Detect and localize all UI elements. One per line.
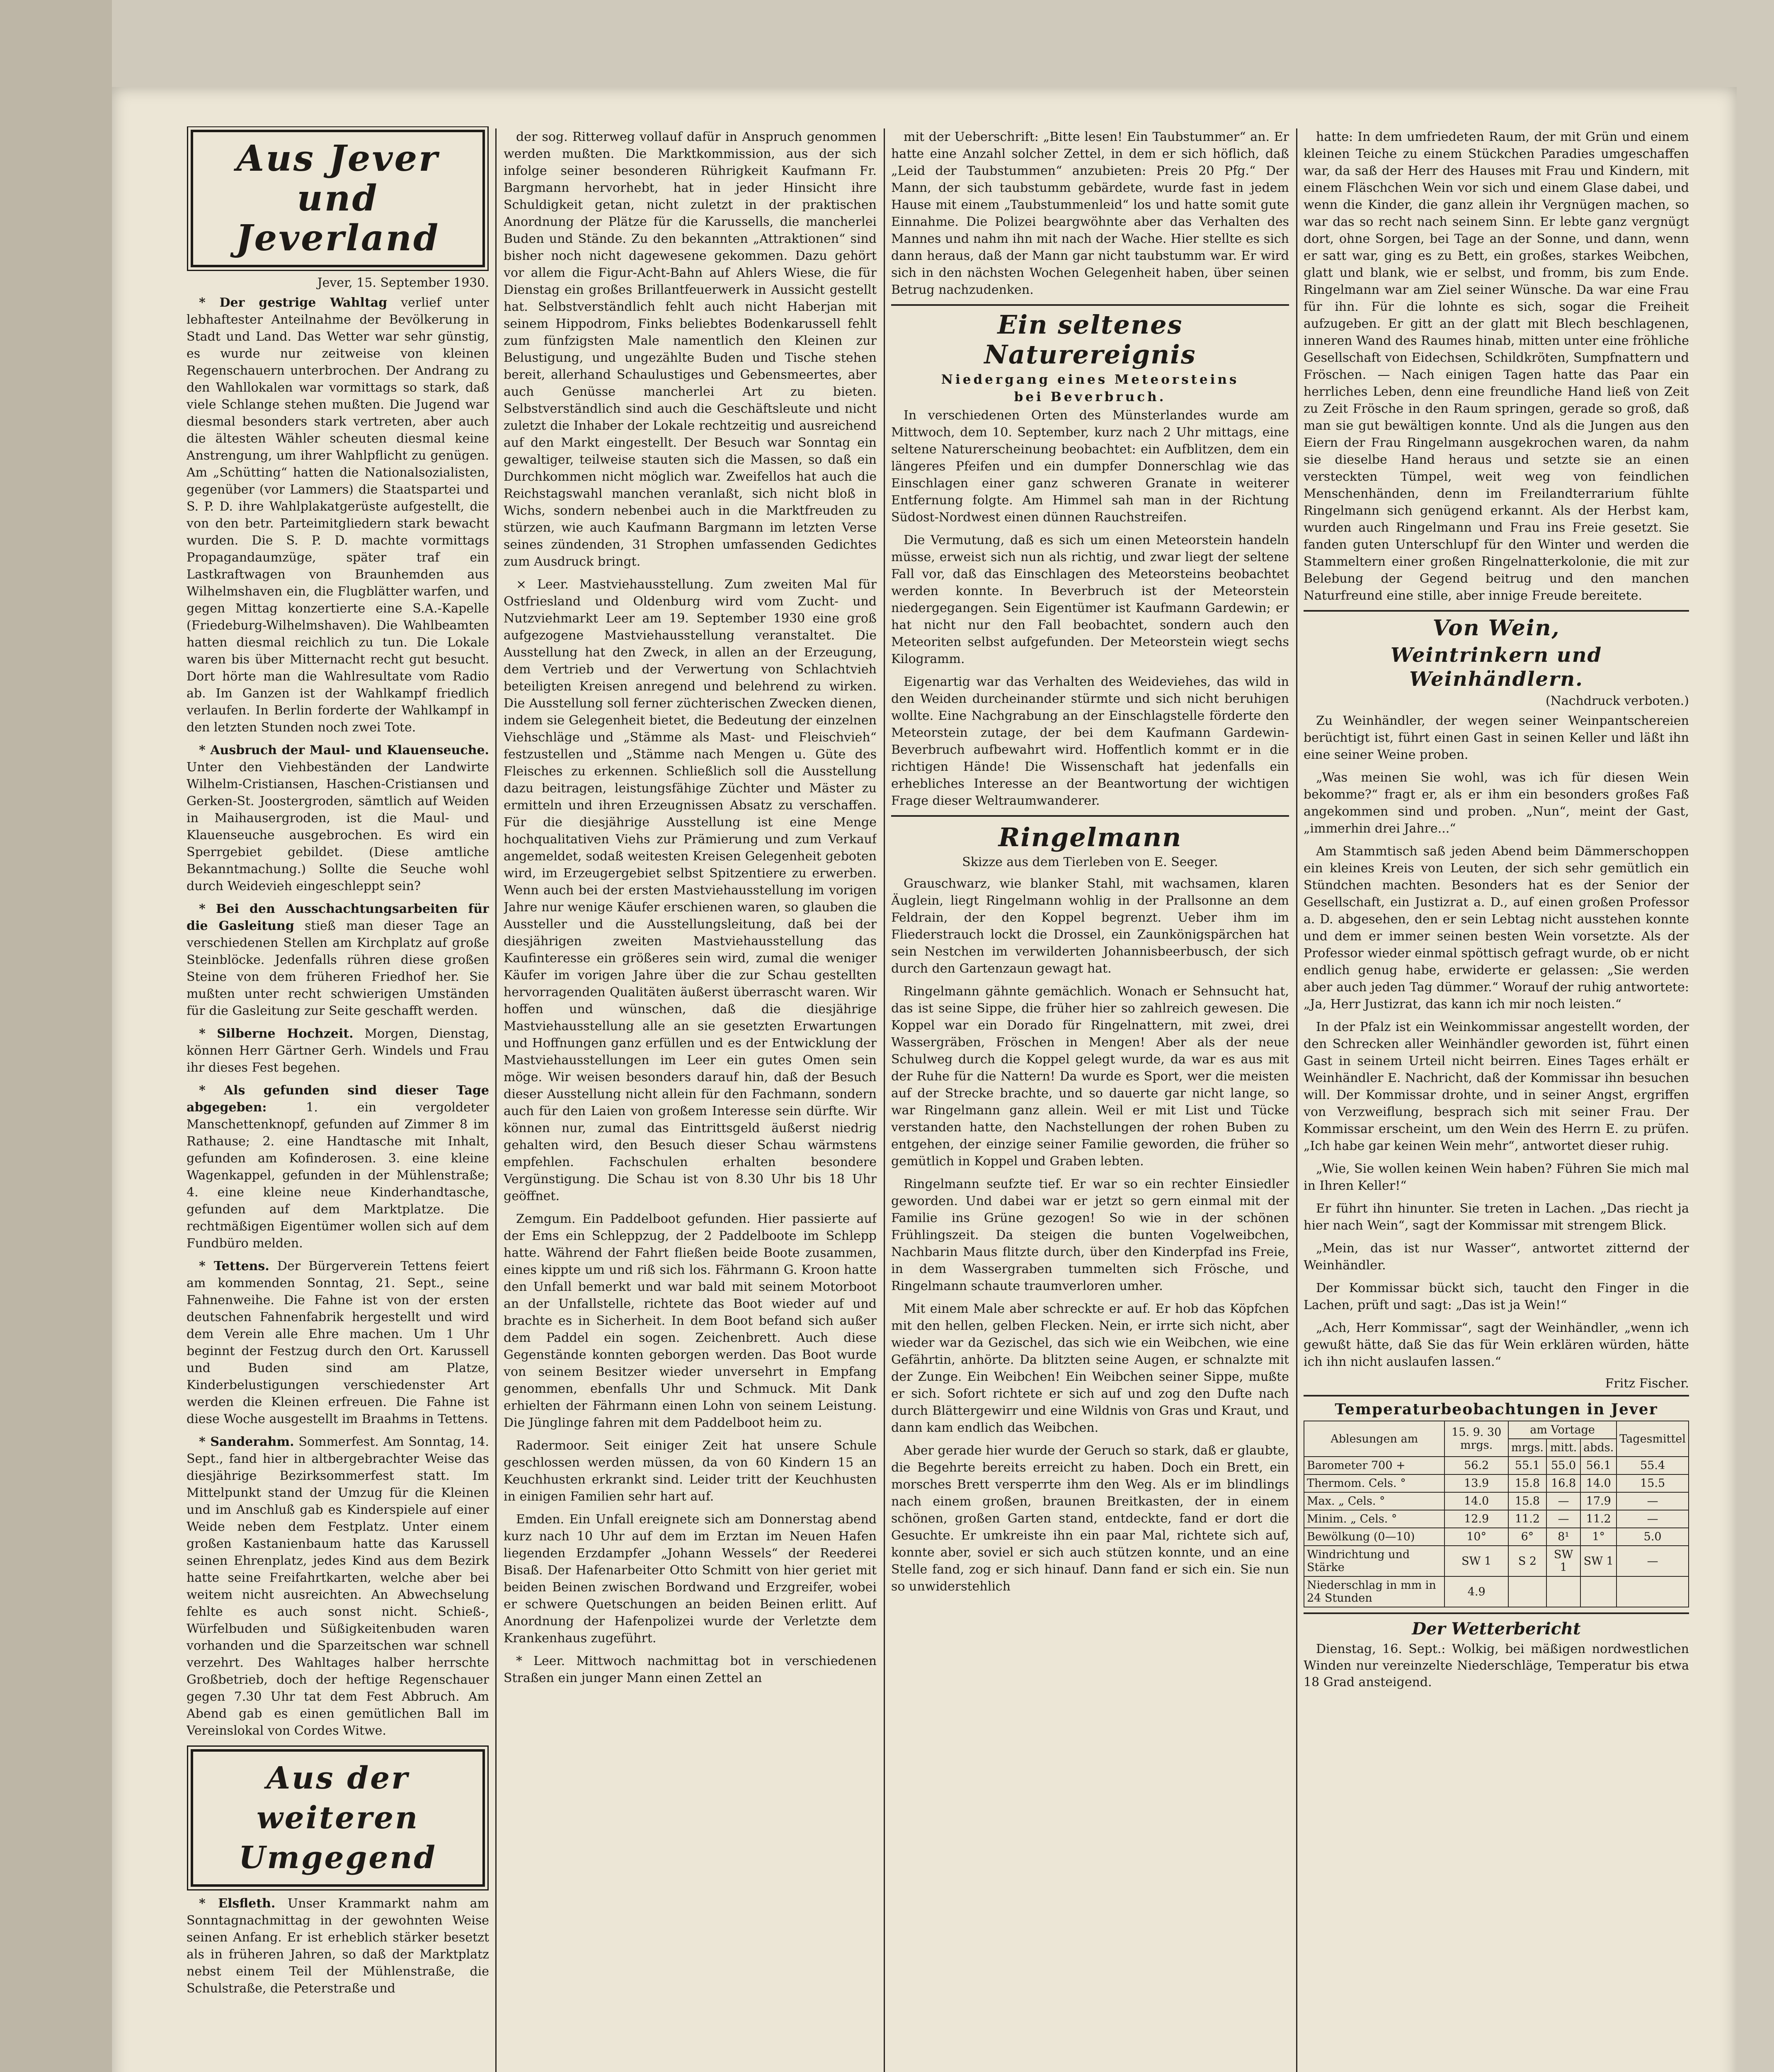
- table-cell: SW 1: [1546, 1546, 1580, 1576]
- story-headline: Ringelmann: [998, 822, 1182, 852]
- col-header: Tagesmittel: [1616, 1421, 1689, 1457]
- table-cell: Niederschlag in mm in 24 Stunden: [1304, 1576, 1444, 1607]
- dateline: Jever, 15. September 1930.: [317, 276, 489, 290]
- col-header: mrgs.: [1508, 1439, 1546, 1457]
- table-cell: Bewölkung (0—10): [1304, 1528, 1444, 1546]
- section-rule: [891, 304, 1289, 306]
- paragraph: Ringelmann gähnte gemächlich. Wonach er Sehnsucht hat, das ist seine Sippe, die früher hier so zahlreich gewesen. Die Koppel war ein Dorado für Ringelnattern, mit zwei, drei Wassergräben, Fröschen in Mengen! Aber als der neue Schulweg durch die Koppel gelegt wurde, da war es aus mit der Ruhe für die Nattern! Da wurde es Sport, wer die meisten auf der Strecke brachte, und so dauerte gar nicht lange, so war Ringelmann ganz allein. Weil er mit List und Tücke verstanden hatte, den Nachstellungen der rohen Buben zu entgehen, der einzige seiner Familie geworden, die früher so gemütlich in Koppel und Graben lebten.: [891, 984, 1289, 1169]
- column-rule: [1296, 128, 1297, 2072]
- table-cell: SW 1: [1444, 1546, 1508, 1576]
- item-lead: * Als gefunden sind dieser Tage abgegeben:: [187, 1083, 489, 1115]
- story-text: [891, 875, 1289, 1595]
- paragraph: hatte: In dem umfriedeten Raum, der mit Grün und einem kleinen Teiche zu einem Stückchen Paradies umgeschaffen war, da saß der Herr des Hauses mit Frau und Kindern, mit einem Fläschchen Wein vor sich und einem Glase dabei, und wenn die Kinder, die ganz allein ihr Vergnügen machen, so war das so recht nach seinem Sinn. Er lebte ganz vergnügt dort, ohne Sorgen, bei Tage an der Sonne, und dann, wenn er satt war, ging es zu Bett, ein großes, starkes Weibchen, glatt und blank, wie er selbst, und fromm, bis zum Ende. Ringelmann war am Ziel seiner Wünsche. Da war eine Frau für ihn. Für die lohnte es sich, sogar die Freiheit aufzugeben. Er gitt an der glatt mit Blech beschlagenen, inneren Wand des Raumes hinab, mitten unter eine fröhliche Gesellschaft von Eidechsen, Schildkröten, Sumpfnattern und Fröschen. — Nach einigen Tagen hatte das Paar ein herrliches Leben, denn eine freundliche Hand ließ von Zeit zu Zeit Frösche in den Raum springen, gerade so groß, daß man sie gut bewältigen konnte. Und als die Jungen aus den Eiern der Frau Ringelmann ausgekrochen waren, da nahm sie dieselbe Hand heraus und setzte sie an einen versteckten Tümpel, weit weg von feindlichen Menschenhänden, denn im Freilandterrarium fühlte Ringelmann sich genügend erkannt. Als der Herbst kam, wurden auch Ringelmann und Frau ins Freie gesetzt. Sie fanden guten Unterschlupf für den Winter und werden die Stammeltern einer großen Ringelnatterkolonie, die mit zur Belebung der Gegend beitrug und den manchen Naturfreund eine stille, aber innige Freude bereitete.: [1304, 130, 1689, 603]
- col-header: mitt.: [1546, 1439, 1580, 1457]
- table-cell: 11.2: [1580, 1510, 1616, 1528]
- item-lead: * Elsfleth.: [199, 1896, 276, 1911]
- col-header: Ablesungen am: [1304, 1421, 1444, 1457]
- temperature-table: [1304, 1421, 1689, 1607]
- table-cell: 14.0: [1444, 1492, 1508, 1510]
- table-row: [1304, 1528, 1689, 1546]
- table-cell: —: [1546, 1510, 1580, 1528]
- table-cell: Minim. „ Cels. °: [1304, 1510, 1444, 1528]
- table-row: [1304, 1510, 1689, 1528]
- item-lead: * Silberne Hochzeit.: [199, 1026, 354, 1041]
- paragraph: „Wie, Sie wollen keinen Wein haben? Führen Sie mich mal in Ihren Keller!“: [1304, 1162, 1689, 1193]
- meteor-article-text: [891, 407, 1289, 809]
- table-cell: 10°: [1444, 1528, 1508, 1546]
- table-cell: Max. „ Cels. °: [1304, 1492, 1444, 1510]
- news-item: Emden. Ein Unfall ereignete sich am Donnerstag abend kurz nach 10 Uhr auf dem im Erztan im Neuen Hafen liegenden Erzdampfer „Johann Wessels“ der Reederei Bisaß. Der Hafenarbeiter Otto Schmitt von hier geriet mit beiden Beinen zwischen Bordwand und Erzgreifer, wobei er schwere Quetschungen an beiden Beinen erlitt. Auf Anordnung der Hafenpolizei wurde der Verletzte dem Krankenhaus zugeführt.: [504, 1512, 877, 1646]
- table-cell: [1508, 1576, 1546, 1607]
- news-item: Zemgum. Ein Paddelboot gefunden. Hier passierte auf der Ems ein Schleppzug, der 2 Paddelboote im Schlepp hatte. Während der Fahrt fließen beide Boote zusammen, eines kippte um und riß sich los. Fährmann G. Kroon hatte den Unfall bemerkt und war bald mit seinem Motorboot an der Unfallstelle, richtete das Boot wieder auf und brachte es in Sicherheit. In dem Boot befand sich außer dem Paddel ein sogen. Zeichenbrett. Auch diese Gegenstände konnten geborgen werden. Das Boot wurde von seinem Besitzer wieder unversehrt in Empfang genommen, ebenfalls Uhr und Schmuck. Mit Dank erhielten der Fährmann einen Lohn von seinem Leistung. Die Jünglinge fahren mit dem Paddelboot heim zu.: [504, 1212, 877, 1430]
- table-cell: 55.1: [1508, 1457, 1546, 1474]
- section-heading-jever: Aus Jever und Jeverland: [191, 130, 485, 267]
- news-item: × Leer. Mastviehausstellung. Zum zweiten Mal für Ostfriesland und Oldenburg wird vom Zucht- und Nutzviehmarkt Leer am 19. September 1930 eine groß aufgezogene Mastviehausstellung veranstaltet. Die Ausstellung hat den Zweck, in allen an der Erzeugung, dem Vertrieb und der Verwertung von Schlachtvieh beteiligten Kreisen anregend und belehrend zu wirken. Die Ausstellung soll ferner züchterischen Zwecken dienen, indem sie Gelegenheit bietet, die Bedeutung der einzelnen Viehschläge und „Stämme als Mast- und Fleischvieh“ festzustellen und „Stämme nach Mengen u. Güte des Fleisches zu erkennen. Schließlich soll die Ausstellung dazu beitragen, leistungsfähige Züchter und Mäster zu ermitteln und ihren Erzeugnissen Absatz zu verschaffen. Für die diesjährige Ausstellung ist eine Menge hochqualitativen Viehs zur Prämierung und zum Verkauf angemeldet, sodaß weitesten Kreisen Gelegenheit geboten wird, im Erzeugergebiet selbst Spitzentiere zu erwerben. Wenn auch bei der ersten Mastviehausstellung im vorigen Jahre nur wenige Käufer erschienen waren, so glauben die Aussteller und die Ausstellungsleitung, daß bei der diesjährigen zweiten Mastviehausstellung das Kaufinteresse ein größeres sein wird, zumal die weniger Käufer im vorigen Jahre über die zur Schau gestellten hervorragenden Qualitäten äußerst überrascht waren. Wir hoffen und wünschen, daß die diesjährige Mastviehausstellung alle an sie gesetzten Erwartungen und Hoffnungen ganz erfüllen und es der Entwicklung der Mastviehausstellungen im Leer ein gutes Omen sein möge. Wir weisen besonders darauf hin, daß der Besuch dieser Ausstellung nicht allein für den Fachmann, sondern auch für den Laien von großem Interesse sein dürfte. Wir können nur, zumal das Eintrittsgeld äußerst niedrig gehalten wird, den Besuch dieser Schau wärmstens empfehlen. Fachschulen erhalten besondere Vergünstigung. Die Schau ist von 8.30 Uhr bis 18 Uhr geöffnet.: [504, 577, 877, 1203]
- table-cell: Barometer 700 +: [1304, 1457, 1444, 1474]
- temperature-title: Temperaturbeobachtungen in Jever: [1335, 1401, 1658, 1418]
- table-row: [1304, 1576, 1689, 1607]
- story-byline: Skizze aus dem Tierleben von E. Seeger.: [962, 855, 1218, 869]
- newspaper-page: [112, 87, 1737, 2072]
- paragraph: Ringelmann seufzte tief. Er war so ein rechter Einsiedler geworden. Und dabei war er jetzt so gern einmal mit der Familie ins Grüne gezogen! So wie in der schönen Frühlingszeit. Da steigen die bunten Vogelweibchen, Nachbarin Maus flitzte durch, über den Kinderpfad ins Freie, in dem Wassergraben tummelten sich Frösche, und Ringelmann schaute traumverloren umher.: [891, 1177, 1289, 1293]
- paragraph: „Ach, Herr Kommissar“, sagt der Weinhändler, „wenn ich gewußt hätte, daß Sie das für Wein erklären würden, hätte ich ihn nicht auslaufen lassen.“: [1304, 1321, 1689, 1369]
- table-cell: [1546, 1576, 1580, 1607]
- news-item: Radermoor. Seit einiger Zeit hat unsere Schule geschlossen werden müssen, da von 60 Kindern 15 an Keuchhusten erkrankt sind. Leider tritt der Keuchhusten in einigen Familien sehr hart auf.: [504, 1438, 877, 1504]
- table-row: [1304, 1457, 1689, 1474]
- table-row: [1304, 1474, 1689, 1492]
- item-lead: * Ausbruch der Maul- und Klauenseuche.: [199, 743, 489, 758]
- news-item: [187, 1082, 489, 1252]
- column-wine-weather: [1304, 128, 1689, 2072]
- news-item: [187, 1433, 489, 1739]
- item-text: stieß man dieser Tage an verschiedenen Stellen am Kirchplatz auf große Steinblöcke. Jedenfalls rühren diese großen Steine von dem früheren Friedhof her. Sie mußten unter recht schwierigen Umständen für die Gasleitung zur Seite geschafft werden.: [187, 919, 489, 1018]
- weather-report: Dienstag, 16. Sept.: Wolkig, bei mäßigen nordwestlichen Winden nur vereinzelte Niederschläge, Temperatur bis etwa 18 Grad ansteigend.: [1304, 1642, 1689, 1690]
- column-rule: [495, 128, 497, 2072]
- table-cell: 1°: [1580, 1528, 1616, 1546]
- meteor-subheadline: Niedergang eines Meteorsteins: [941, 372, 1239, 387]
- column-rule: [884, 128, 885, 2072]
- table-cell: 13.9: [1444, 1474, 1508, 1492]
- meteor-headline: Ein seltenes Naturereignis: [984, 310, 1196, 370]
- table-cell: Thermom. Cels. °: [1304, 1474, 1444, 1492]
- meteor-place: bei Beverbruch.: [1014, 390, 1166, 404]
- local-news-list: [187, 294, 489, 1739]
- news-item: [187, 294, 489, 736]
- item-text: Der Bürgerverein Tettens feiert am kommenden Sonntag, 21. Sept., seine Fahnenweihe. Die Fahne ist von der ersten deutschen Fahnenfabrik hergestellt und wird dem Verein alle Ehre machen. Um 1 Uhr beginnt der Festzug durch den Ort. Karussell und Buden sind am Platze, Kinderbelustigungen verschiedenster Art werden die Kleinen erfreuen. Die Fahne ist diese Woche ausgestellt im Braahms in Tettens.: [187, 1259, 489, 1426]
- deaf-beggar-text: [891, 128, 1289, 298]
- news-item: der sog. Ritterweg vollauf dafür in Anspruch genommen werden mußten. Die Marktkommission, aus der sich infolge seiner besonderen Rührigkeit Kaufmann Fr. Bargmann hervorhebt, hat in jeder Hinsicht ihre Schuldigkeit getan, nicht zuletzt in der praktischen Anordnung der Plätze für die Karussells, die mancherlei Buden und Stände. Zu den bekannten „Attraktionen“ sind bisher noch nicht dagewesene gekommen. Dazu gehört vor allem die Figur-Acht-Bahn auf Ahlers Wiese, die für Dienstag ein großes Brillantfeuerwerk in Aussicht gestellt hat. Selbstverständlich fehlt auch nicht Haberjan mit seinem Hippodrom, Finks beliebtes Bodenkarussell fehlt zum fünfzigsten Male namentlich den Kleinen zur Belustigung, und ungezählte Buden und Tische stehen bereit, allerhand Schaulustiges und Gebensmeertes, aber auch Genüsse mancherlei Art zu bieten. Selbstverständlich sind auch die Geschäftsleute und nicht zuletzt die Inhaber der Lokale rechtzeitig und ausreichend auf den Markt eingestellt. Der Besuch war Sonntag ein gewaltiger, teilweise stauten sich die Massen, so daß ein Durchkommen nicht möglich war. Zweifellos hat auch die Reichstagswahl manchen veranlaßt, sich nicht bloß in Wichs, sondern nebenbei auch in die Marktfreuden zu stürzen, wie auch Kaufmann Bargmann im letzten Verse seines zündenden, 31 Strophen umfassenden Gedichtes zum Ausdruck bringt.: [504, 130, 877, 569]
- table-cell: [1616, 1576, 1689, 1607]
- regional-news-list: [187, 1895, 489, 1997]
- item-text: Unter den Viehbeständen der Landwirte Wilhelm-Cristiansen, Haschen-Cristiansen und Gerken-St. Joostergroden, sämtlich auf Weiden in Maihausergroden, ist die Maul- und Klauenseuche ausgebrochen. Es wird ein Sperrgebiet gebildet. (Diese amtliche Bekanntmachung.) Sollte die Seuche wohl durch Weidevieh eingeschleppt sein?: [187, 760, 489, 893]
- col-header: abds.: [1580, 1439, 1616, 1457]
- col-header: am Vortage: [1508, 1421, 1616, 1439]
- table-cell: SW 1: [1580, 1546, 1616, 1576]
- section-rule: [1304, 1612, 1689, 1614]
- column-local: [187, 126, 489, 2072]
- paragraph: Eigenartig war das Verhalten des Weideviehes, das wild in den Weiden durcheinander stürmte und sich nicht beruhigen wollte. Eine Nachgrabung an der Einschlagstelle förderte den Meteorstein zutage, der bei dem Kaufmann Gardewin-Beverbruch aufbewahrt wird. Hoffentlich kommt er in die richtigen Hände! Die Wissenschaft hat jedenfalls ein erhebliches Interesse an der Beantwortung der wichtigen Frage dieser Weltraumwanderer.: [891, 675, 1289, 808]
- table-cell: 12.9: [1444, 1510, 1508, 1528]
- wine-author: Fritz Fischer.: [1605, 1376, 1689, 1391]
- news-item: [187, 900, 489, 1019]
- column-meteor: [891, 128, 1289, 2072]
- item-lead: * Bei den Ausschachtungsarbeiten für die Gasleitung: [187, 902, 489, 933]
- paragraph: „Mein, das ist nur Wasser“, antwortet zitternd der Weinhändler.: [1304, 1241, 1689, 1273]
- table-cell: —: [1546, 1492, 1580, 1510]
- paragraph: Mit einem Male aber schreckte er auf. Er hob das Köpfchen mit den hellen, gelben Flecken. Nein, er irrte sich nicht, aber wieder war da Gezischel, das sich wie ein Weibchen, wie eine Gefährtin, anhörte. Da blitzten seine Augen, er schnalzte mit der Zunge. Ein Weibchen! Ein Weibchen seiner Sippe, mußte er sich. Sofort richtete er sich auf und zog den Dufte nach durch Blättergewirr und eine Wildnis von Gras und Kraut, und dann kam endlich das Weibchen.: [891, 1302, 1289, 1435]
- section-rule: [891, 815, 1289, 817]
- table-cell: —: [1616, 1546, 1689, 1576]
- wine-headline: Von Wein,: [1432, 615, 1560, 641]
- table-cell: [1580, 1576, 1616, 1607]
- news-item: [187, 1025, 489, 1076]
- wine-note: (Nachdruck verboten.): [1545, 694, 1689, 708]
- paragraph: „Was meinen Sie wohl, was ich für diesen Wein bekomme?“ fragt er, als er ihm ein besonders großes Faß angekommen sind und proben. „Nun“, meint der Gast, „immerhin drei Jahre...“: [1304, 770, 1689, 836]
- paragraph: Zu Weinhändler, der wegen seiner Weinpantschereien berüchtigt ist, führt einen Gast in seinen Keller und läßt ihn eine seiner Weine proben.: [1304, 714, 1689, 762]
- paragraph: In der Pfalz ist ein Weinkommissar angestellt worden, der den Schrecken aller Weinhändler geworden ist, führt einen Gast in seinem Urteil nicht beirren. Eines Tages erhält er Weinhändler E. Nachricht, daß der Kommissar ihn besuchen will. Der Kommissar drohte, und in seiner Angst, ergriffen von Verzweiflung, besprach sich mit seiner Frau. Der Kommissar erscheint, um den Wein des Herrn E. zu prüfen. „Ich habe gar keinen Wein mehr“, antwortet dieser ruhig.: [1304, 1020, 1689, 1153]
- table-cell: S 2: [1508, 1546, 1546, 1576]
- table-cell: 15.8: [1508, 1474, 1546, 1492]
- table-cell: —: [1616, 1492, 1689, 1510]
- table-row: [1304, 1546, 1689, 1576]
- item-text: verlief unter lebhaftester Anteilnahme der Bevölkerung in Stadt und Land. Das Wetter war sehr günstig, es wurde nur zeitweise von kleinen Regenschauern unterbrochen. Der Andrang zu den Wahllokalen war vormittags so stark, daß viele Schlange stehen mußten. Die Jugend war diesmal besonders stark vertreten, aber auch die ältesten Wähler scheuten diesmal keine Anstrengung, um ihrer Wahlpflicht zu genügen. Am „Schütting“ hatten die Nationalsozialisten, gegenüber (vor Lammers) die Staatspartei und S. P. D. ihre Wahlplakatgerüste aufgestellt, die von den betr. Parteimitgliedern stark bewacht wurden. Die S. P. D. machte vormittags Propagandaumzüge, später traf ein Lastkraftwagen von Braunhemden aus Wilhelmshaven ein, die Flugblätter warfen, und gegen Mittag konzertierte eine S.A.-Kapelle (Friedeburg-Wilhelmshaven). Die Wahlbeamten hatten diesmal reichlich zu tun. Die Lokale waren bis über Mitternacht recht gut besucht. Dort hörte man die Wahlresultate vom Radio ab. Im Ganzen ist der Wahlkampf friedlich verlaufen. In Berlin forderte der Wahlkampf in den letzten Stunden noch zwei Tote.: [187, 295, 489, 735]
- section-heading-weiteren: Aus der weiteren Umgegend: [191, 1749, 485, 1887]
- paragraph: Der Kommissar bückt sich, taucht den Finger in die Lachen, prüft und sagt: „Das ist ja Wein!“: [1304, 1281, 1689, 1312]
- paragraph: Die Vermutung, daß es sich um einen Meteorstein handeln müsse, erweist sich nun als richtig, und zwar liegt der seltene Fall vor, daß das Einschlagen des Meteorsteins beobachtet werden konnte. In Beverbruch ist der Meteorstein niedergegangen. Sein Eigentümer ist Kaufmann Gardewin; er hat nicht nur den Fall beobachtet, sondern auch den Meteoriten selbst aufgefunden. Der Meteorstein wiegt sechs Kilogramm.: [891, 533, 1289, 666]
- item-text: Sommerfest. Am Sonntag, 14. Sept., fand hier in altbergebrachter Weise das diesjährige Bezirksommerfest statt. Im Mittelpunkt stand der Umzug für die Kleinen und im Anschluß gab es Kinderspiele auf einer Weide neben dem Festplatz. Unter einem großen Kastanienbaum hatte das Karussell seinen Ehrenplatz, jedes Kind aus dem Bezirk hatte seine Freifahrtkarten, welche aber bei weitem nicht ausreichten. An Abwechselung fehlte es auch sonst nicht. Schieß-, Würfelbuden und Süßigkeitenbuden waren vorhanden und die Sparzeitschen war schnell verzehrt. Des Wahltages halber herrschte Großbetrieb, doch der heftige Regenschauer gegen 7.30 Uhr tat dem Fest Abbruch. Am Abend gab es einen gemütlichen Ball im Vereinslokal von Cordes Witwe.: [187, 1435, 489, 1738]
- paragraph: Er führt ihn hinunter. Sie treten in Lachen. „Das riecht ja hier nach Wein“, sagt der Kommissar mit strengem Blick.: [1304, 1201, 1689, 1233]
- weather-title: Der Wetterbericht: [1412, 1619, 1581, 1639]
- item-text: 1. ein vergoldeter Manschettenknopf, gefunden auf Zimmer 8 im Rathause; 2. eine Handtasche mit Inhalt, gefunden am Kofinderosen. 3. eine kleine Wagenkappel, gefunden in der Mühlenstraße; 4. eine kleine neue Kinderhandtasche, gefunden auf dem Marktplatze. Die rechtmäßigen Eigentümer wollen sich auf dem Fundbüro melden.: [187, 1100, 489, 1251]
- table-cell: 6°: [1508, 1528, 1546, 1546]
- paragraph: Grauschwarz, wie blanker Stahl, mit wachsamen, klaren Äuglein, liegt Ringelmann wohlig in der Prallsonne an dem Feldrain, der den Koppel begrenzt. Ueber ihm im Fliederstrauch lockt die Drossel, ein Zaunkönigspärchen hat sein Nestchen im verwilderten Johannisbeerbusch, der sich durch den Gartenzaun gewagt hat.: [891, 876, 1289, 976]
- table-cell: 14.0: [1580, 1474, 1616, 1492]
- item-lead: * Sanderahm.: [199, 1435, 294, 1449]
- paragraph: mit der Ueberschrift: „Bitte lesen! Ein Taubstummer“ an. Er hatte eine Anzahl solcher Zettel, in dem er sich höflich, daß „Leid der Taubstummen“ anzubieten: Preis 20 Pfg.“ Der Mann, der sich taubstumm gebärdete, wurde fast in jedem Hause mit einem „Taubstummenleid“ los und hatte somit gute Einnahme. Die Polizei beargwöhnte aber das Verhalten des Mannes und nahm ihn mit nach der Wache. Hier stellte es sich dann heraus, daß der Mann gar nicht taubstumm war. Er wird sich in den nächsten Wochen Gelegenheit haben, über seinen Betrug nachzudenken.: [891, 130, 1289, 297]
- table-cell: 5.0: [1616, 1528, 1689, 1546]
- table-cell: 15.5: [1616, 1474, 1689, 1492]
- item-text: Morgen, Dienstag, können Herr Gärtner Gerh. Windels und Frau ihr dieses Fest begehen.: [187, 1026, 489, 1075]
- table-cell: 56.1: [1580, 1457, 1616, 1474]
- table-cell: 11.2: [1508, 1510, 1546, 1528]
- table-cell: 4.9: [1444, 1576, 1508, 1607]
- section-rule: [1304, 610, 1689, 612]
- table-cell: 17.9: [1580, 1492, 1616, 1510]
- market-news-text: [504, 128, 877, 1687]
- item-lead: * Tettens.: [199, 1259, 269, 1273]
- table-cell: —: [1616, 1510, 1689, 1528]
- paragraph: Aber gerade hier wurde der Geruch so stark, daß er glaubte, die Begehrte bereits erreicht zu haben. Doch ein Brett, ein morsches Brett versperrte ihm den Weg. Als er im blindlings nach einem großen, braunen Breitkasten, der in einem schönen, großen Garten stand, entdeckte, fand er dort die Gesuchte. Er umkreiste ihn ein paar Mal, richtete sich auf, konnte aber, soviel er sich auch stützen konnte, und an eine Stelle fand, zog er sich hinauf. Dann fand er sich ein. Sie nun so unwiderstehlich: [891, 1443, 1289, 1594]
- col-header: 15. 9. 30 mrgs.: [1444, 1421, 1508, 1457]
- table-cell: 15.8: [1508, 1492, 1546, 1510]
- column-market: [504, 128, 877, 2072]
- table-cell: 16.8: [1546, 1474, 1580, 1492]
- table-cell: Windrichtung und Stärke: [1304, 1546, 1444, 1576]
- table-cell: 55.4: [1616, 1457, 1689, 1474]
- wine-headline-2: Weintrinkern und Weinhändlern.: [1390, 644, 1602, 691]
- table-cell: 55.0: [1546, 1457, 1580, 1474]
- table-row: [1304, 1492, 1689, 1510]
- book-gutter: [0, 0, 112, 2072]
- table-cell: 8¹: [1546, 1528, 1580, 1546]
- news-item: * Leer. Mittwoch nachmittag bot in verschiedenen Straßen ein junger Mann einen Zettel an: [504, 1654, 877, 1685]
- news-item: [187, 742, 489, 895]
- table-cell: 56.2: [1444, 1457, 1508, 1474]
- story-continuation-text: [1304, 128, 1689, 604]
- news-item: [187, 1258, 489, 1428]
- item-lead: * Der gestrige Wahltag: [199, 295, 388, 310]
- section-rule: [1304, 1395, 1689, 1397]
- paragraph: In verschiedenen Orten des Münsterlandes wurde am Mittwoch, dem 10. September, kurz nach 2 Uhr mittags, eine seltene Naturerscheinung beobachtet: ein Aufblitzen, dem ein längeres Pfeifen und ein dumpfer Donnerschlag wie das Einschlagen einer ganz schweren Granate in weiterer Entfernung folgte. Am Himmel sah man in der Richtung Südost-Nordwest einen dünnen Rauchstreifen.: [891, 408, 1289, 525]
- paragraph: Am Stammtisch saß jeden Abend beim Dämmerschoppen ein kleines Kreis von Leuten, der sich sehr gemütlich ein Stündchen machten. Besonders hat es der Senior der Gesellschaft, ein Justizrat a. D., auf einen großen Professor a. D. abgesehen, den er sein Lebtag nicht ausstehen konnte und dem er immer seinen besten Wein vorsetzte. Als der Professor wieder einmal spöttisch gefragt wurde, ob er nicht endlich genug habe, erwiderte er gelassen: „Sie werden aber auch jeden Tag dümmer.“ Worauf der ruhig antwortete: „Ja, Herr Justizrat, das kann ich mir noch leisten.“: [1304, 844, 1689, 1012]
- news-item: [187, 1895, 489, 1997]
- item-text: Unser Krammarkt nahm am Sonntagnachmittag in der gewohnten Weise seinen Anfang. Er ist erheblich stärker besetzt als in früheren Jahren, so daß der Marktplatz nebst einem Teil der Mühlenstraße, die Schulstraße, die Peterstraße und: [187, 1896, 489, 1996]
- wine-anecdotes: [1304, 712, 1689, 1370]
